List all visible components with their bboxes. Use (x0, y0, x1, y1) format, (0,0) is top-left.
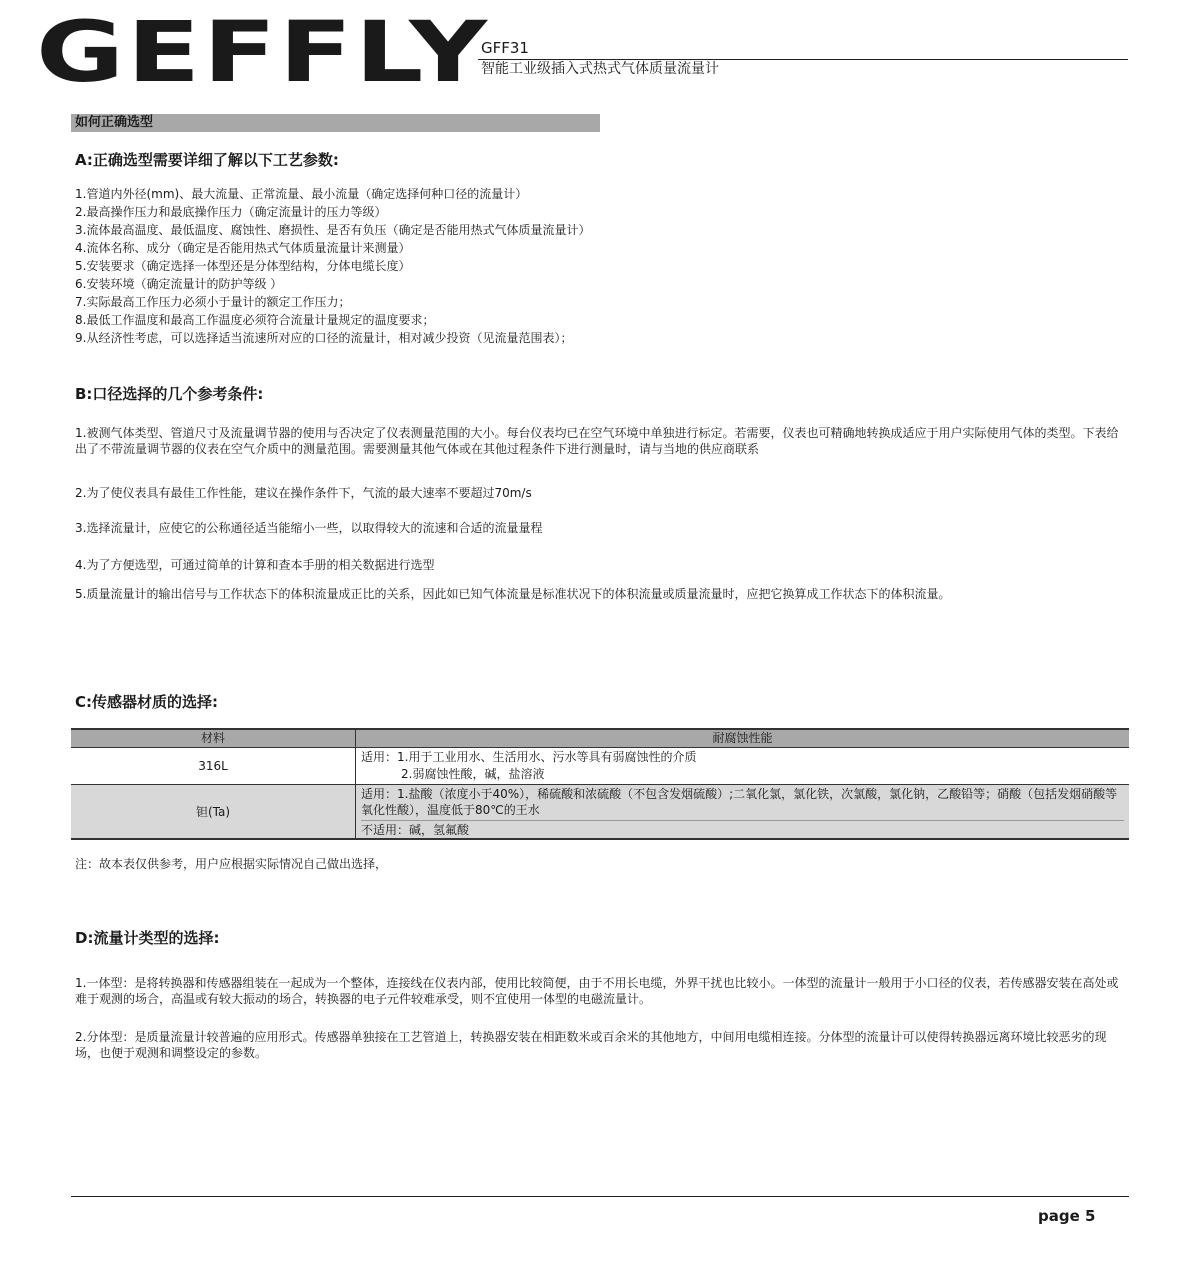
table-row (71, 785, 1129, 840)
section-a-item: 6.安装环境（确定流量计的防护等级 ） (75, 277, 283, 291)
section-b-item: 4.为了方便选型，可通过简单的计算和查本手册的相关数据进行选型 (75, 558, 435, 572)
column-header-corrosion: 耐腐蚀性能 (356, 729, 1130, 748)
brand-logo: GEFFLY (36, 3, 490, 101)
corrosion-line: 2.弱腐蚀性酸，碱，盐溶液 (401, 767, 545, 781)
material-tantalum: 钽(Ta) (71, 785, 356, 840)
section-title: 如何正确选型 (71, 114, 600, 132)
section-b-item: 1.被测气体类型、管道尺寸及流量调节器的使用与否决定了仪表测量范围的大小。每台仪表均已在空气环境中单独进行标定。若需要，仪表也可精确地转换成适应于用户实际使用气体的类型。下表给出了不带流量调节器的仪表在空气介质中的测量范围。需要测量其他气体或在其他过程条件下进行测量时，请与当地的供应商联系 (75, 426, 1119, 456)
corrosion-cell (356, 785, 1130, 840)
table-row (71, 748, 1129, 785)
section-b-item: 3.选择流量计，应使它的公称通径适当能缩小一些，以取得较大的流速和合适的流量量程 (75, 521, 543, 535)
section-a-item: 5.安装要求（确定选择一体型还是分体型结构，分体电缆长度） (75, 259, 411, 273)
section-a-heading: A:正确选型需要详细了解以下工艺参数: (75, 151, 339, 169)
corrosion-cell (356, 748, 1130, 785)
column-header-material: 材料 (71, 729, 356, 748)
material-316l: 316L (71, 748, 356, 785)
section-a-item: 4.流体名称、成分（确定是否能用热式气体质量流量计来测量） (75, 241, 411, 255)
model-number: GFF31 (481, 39, 529, 57)
section-a-item: 3.流体最高温度、最低温度、腐蚀性、磨损性、是否有负压（确定是否能用热式气体质量流量计） (75, 223, 591, 237)
suitable-text: 适用：1.盐酸（浓度小于40%），稀硫酸和浓硫酸（不包含发烟硫酸）;二氧化氯，氯化铁，次氯酸，氯化钠，乙酸铅等；硝酸（包括发烟硝酸等氧化性酸），温度低于80℃的王水 (361, 787, 1118, 817)
section-a-item: 9.从经济性考虑，可以选择适当流速所对应的口径的流量计，相对减少投资（见流量范围表）； (75, 331, 573, 345)
section-b-item: 2.为了使仪表具有最佳工作性能，建议在操作条件下，气流的最大速率不要超过70m/s (75, 486, 532, 500)
section-a-item: 2.最高操作压力和最底操作压力（确定流量计的压力等级） (75, 205, 387, 219)
document-subtitle: 智能工业级插入式热式气体质量流量计 (481, 61, 719, 77)
section-a-item: 8.最低工作温度和最高工作温度必须符合流量计量规定的温度要求； (75, 313, 435, 327)
corrosion-line: 适用：1.用于工业用水、生活用水、污水等具有弱腐蚀性的介质 (361, 750, 697, 764)
section-a-item: 1.管道内外径(mm)、最大流量、正常流量、最小流量（确定选择何种口径的流量计） (75, 187, 528, 201)
section-d-item: 2.分体型：是质量流量计较普遍的应用形式。传感器单独接在工艺管道上，转换器安装在相距数米或百余米的其他地方，中间用电缆相连接。分体型的流量计可以使得转换器远离环境比较恶劣的现场，也便于观测和调整设定的参数。 (75, 1030, 1107, 1060)
section-c-heading: C:传感器材质的选择: (75, 693, 219, 711)
section-b-heading: B:口径选择的几个参考条件: (75, 385, 264, 403)
table-header-row (71, 729, 1129, 748)
header-divider (478, 59, 1128, 60)
not-suitable-text: 不适用：碱，氢氟酸 (361, 820, 1124, 838)
footer-divider (71, 1196, 1129, 1197)
section-b-item: 5.质量流量计的输出信号与工作状态下的体积流量成正比的关系，因此如已知气体流量是标准状况下的体积流量或质量流量时，应把它换算成工作状态下的体积流量。 (75, 587, 951, 601)
section-d-item: 1.一体型：是将转换器和传感器组装在一起成为一个整体，连接线在仪表内部，使用比较简便，由于不用长电缆，外界干扰也比较小。一体型的流量计一般用于小口径的仪表，若传感器安装在高处或难于观测的场合，高温或有较大振动的场合，转换器的电子元件较难承受，则不宜使用一体型的电磁流量计。 (75, 976, 1119, 1006)
material-table (71, 728, 1129, 840)
page-number: page 5 (1038, 1207, 1096, 1225)
section-a-item: 7.实际最高工作压力必须小于量计的额定工作压力； (75, 295, 351, 309)
section-d-heading: D:流量计类型的选择: (75, 929, 220, 947)
table-note: 注：故本表仅供参考，用户应根据实际情况自己做出选择， (75, 857, 388, 871)
